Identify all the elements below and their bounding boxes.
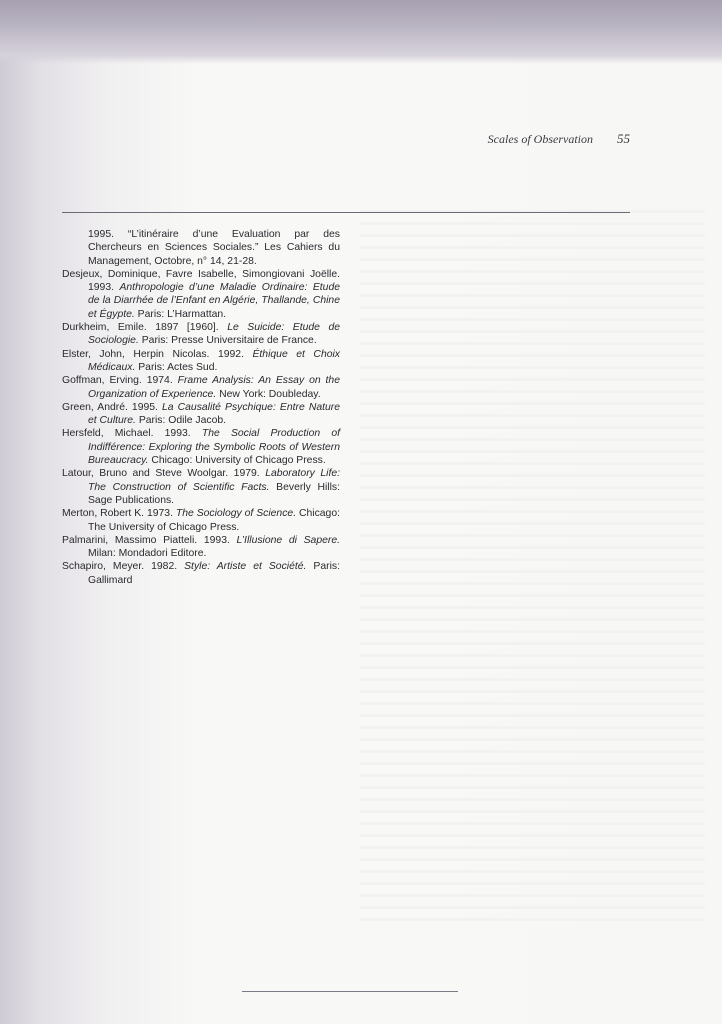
- reference-title: Laboratory Life: The Construction of Scientific Facts.: [88, 468, 340, 493]
- reference-text: Chicago: University of Chicago Press.: [148, 455, 326, 467]
- reference-title: Style: Artiste et Société.: [184, 561, 307, 573]
- reference-entry: [62, 348, 340, 375]
- reference-entry: [62, 507, 340, 534]
- reference-text: 1995. “L’itinéraire d’une Evaluation par des Chercheurs en Sciences Sociales.” Les Cahiers du Management, Octobre, n° 14, 21-28.: [88, 229, 340, 267]
- page-number: 55: [617, 131, 630, 146]
- reference-entry: [62, 321, 340, 348]
- bottom-rule: [242, 991, 458, 992]
- reference-title: The Social Production of Indifférence: Exploring the Symbolic Roots of Western Bureaucracy.: [88, 428, 340, 467]
- reference-text: Milan: Mondadori Editore.: [88, 548, 207, 560]
- reference-text: Palmarini, Massimo Piatteli. 1993.: [62, 534, 237, 546]
- reference-title: Frame Analysis: An Essay on the Organization of Experience.: [88, 375, 340, 400]
- reference-text: Chicago: The University of Chicago Press.: [88, 508, 340, 533]
- reference-title: L’Illusione di Sapere.: [236, 534, 341, 546]
- reference-title: Anthropologie d’une Maladie Ordinaire: Etude de la Diarrhée de l’Enfant en Algérie, Thallande, Chine et Égypte.: [88, 282, 341, 320]
- reference-text: Merton, Robert K. 1973.: [62, 508, 176, 520]
- reference-text: Beverly Hills: Sage Publications.: [88, 481, 340, 506]
- reference-text: Paris: Actes Sud.: [135, 361, 218, 373]
- reference-text: Paris: Gallimard: [88, 561, 340, 586]
- reference-entry: [62, 560, 340, 587]
- reference-title: La Causalité Psychique: Entre Nature et Culture.: [88, 401, 341, 427]
- reference-entry: [62, 401, 340, 428]
- reference-entry: [62, 534, 340, 561]
- reference-text: Schapiro, Meyer. 1982.: [62, 561, 185, 573]
- running-head: [488, 131, 630, 147]
- reference-text: Green, André. 1995.: [62, 401, 163, 413]
- scan-top-shadow: [0, 0, 722, 64]
- reference-text: Paris: Presse Universitaire de France.: [138, 335, 317, 347]
- reference-text: Elster, John, Herpin Nicolas. 1992.: [62, 348, 253, 360]
- reference-text: Paris: Odile Jacob.: [135, 415, 227, 427]
- running-title: Scales of Observation: [487, 132, 593, 146]
- reference-entry: [62, 374, 340, 401]
- reference-title: Le Suicide: Etude de Sociologie.: [88, 322, 341, 347]
- reference-list: [62, 228, 340, 587]
- reference-entry: [62, 467, 340, 507]
- reference-text: New York: Doubleday.: [216, 388, 321, 400]
- reference-text: Goffman, Erving. 1974.: [62, 375, 178, 387]
- reference-title: The Sociology of Science.: [175, 508, 297, 520]
- reference-text: Latour, Bruno and Steve Woolgar. 1979.: [62, 468, 266, 480]
- reference-text: Paris: L’Harmattan.: [134, 308, 227, 320]
- reference-text: Desjeux, Dominique, Favre Isabelle, Simongiovani Joëlle. 1993.: [62, 268, 340, 294]
- reference-text: Hersfeld, Michael. 1993.: [62, 428, 202, 440]
- reference-title: Éthique et Choix Médicaux.: [88, 348, 341, 373]
- top-rule: [62, 212, 630, 213]
- show-through-texture: [360, 210, 705, 930]
- reference-entry: [62, 228, 340, 268]
- reference-text: Durkheim, Emile. 1897 [1960].: [62, 322, 228, 334]
- reference-entry: [62, 268, 340, 321]
- reference-entry: [62, 427, 340, 467]
